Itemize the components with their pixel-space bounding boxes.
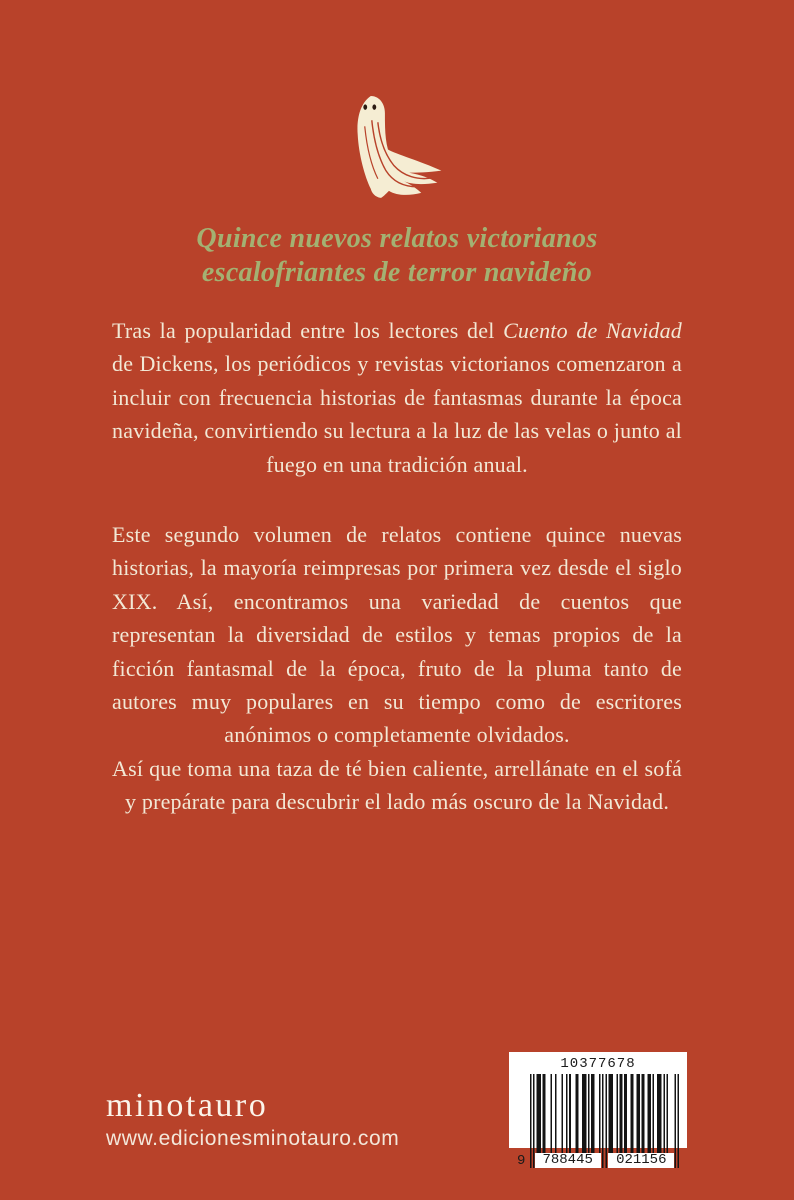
ghost-eye-left xyxy=(363,104,367,109)
publisher-logo: minotauro xyxy=(106,1087,269,1124)
publisher-website: www.edicionesminotauro.com xyxy=(106,1127,400,1150)
tagline-line2: escalofriantes de terror navideño xyxy=(201,257,593,288)
synopsis-paragraph-1 xyxy=(112,314,682,481)
ghost-eye-right xyxy=(372,104,376,109)
barcode-row xyxy=(517,1074,679,1168)
synopsis-paragraph-2: Este segundo volumen de relatos contiene quince nuevas historias, la mayoría reimpresas por primera vez desde el siglo XIX. Así, encontramos una variedad de cuentos que representan la diversidad de estilos y temas propios de la ficción fantasmal de la época, fruto de la pluma tanto de autores muy populares en su tiempo como de escritores anónimos o completamente olvidados. xyxy=(112,522,682,748)
barcode-digits-left: 788445 xyxy=(535,1153,601,1168)
synopsis-paragraph-3: Así que toma una taza de té bien caliente, arrellánate en el sofá y prepárate para descubrir el lado más oscuro de la Navidad. xyxy=(112,756,682,815)
synopsis-p1-text: Tras la popularidad entre los lectores del xyxy=(112,318,504,343)
ghost-illustration xyxy=(344,92,446,208)
barcode-digits-right: 021156 xyxy=(608,1153,674,1168)
synopsis-p1-book-title: Cuento de Navidad xyxy=(503,318,682,343)
tagline xyxy=(87,222,707,290)
barcode xyxy=(509,1052,687,1170)
publisher-block xyxy=(106,1088,426,1151)
barcode-top-number: 10377678 xyxy=(560,1056,636,1072)
tagline-line1: Quince nuevos relatos victorianos xyxy=(196,223,598,254)
barcode-prefix-digit: 9 xyxy=(517,1153,526,1170)
barcode-bars xyxy=(530,1074,679,1168)
synopsis-p1-text-after: de Dickens, los periódicos y revistas victorianos comenzaron a incluir con frecuencia historias de fantasmas durante la época navideña, convirtiendo su lectura a la luz de las velas o junto al fuego en una tradición anual. xyxy=(112,351,682,477)
